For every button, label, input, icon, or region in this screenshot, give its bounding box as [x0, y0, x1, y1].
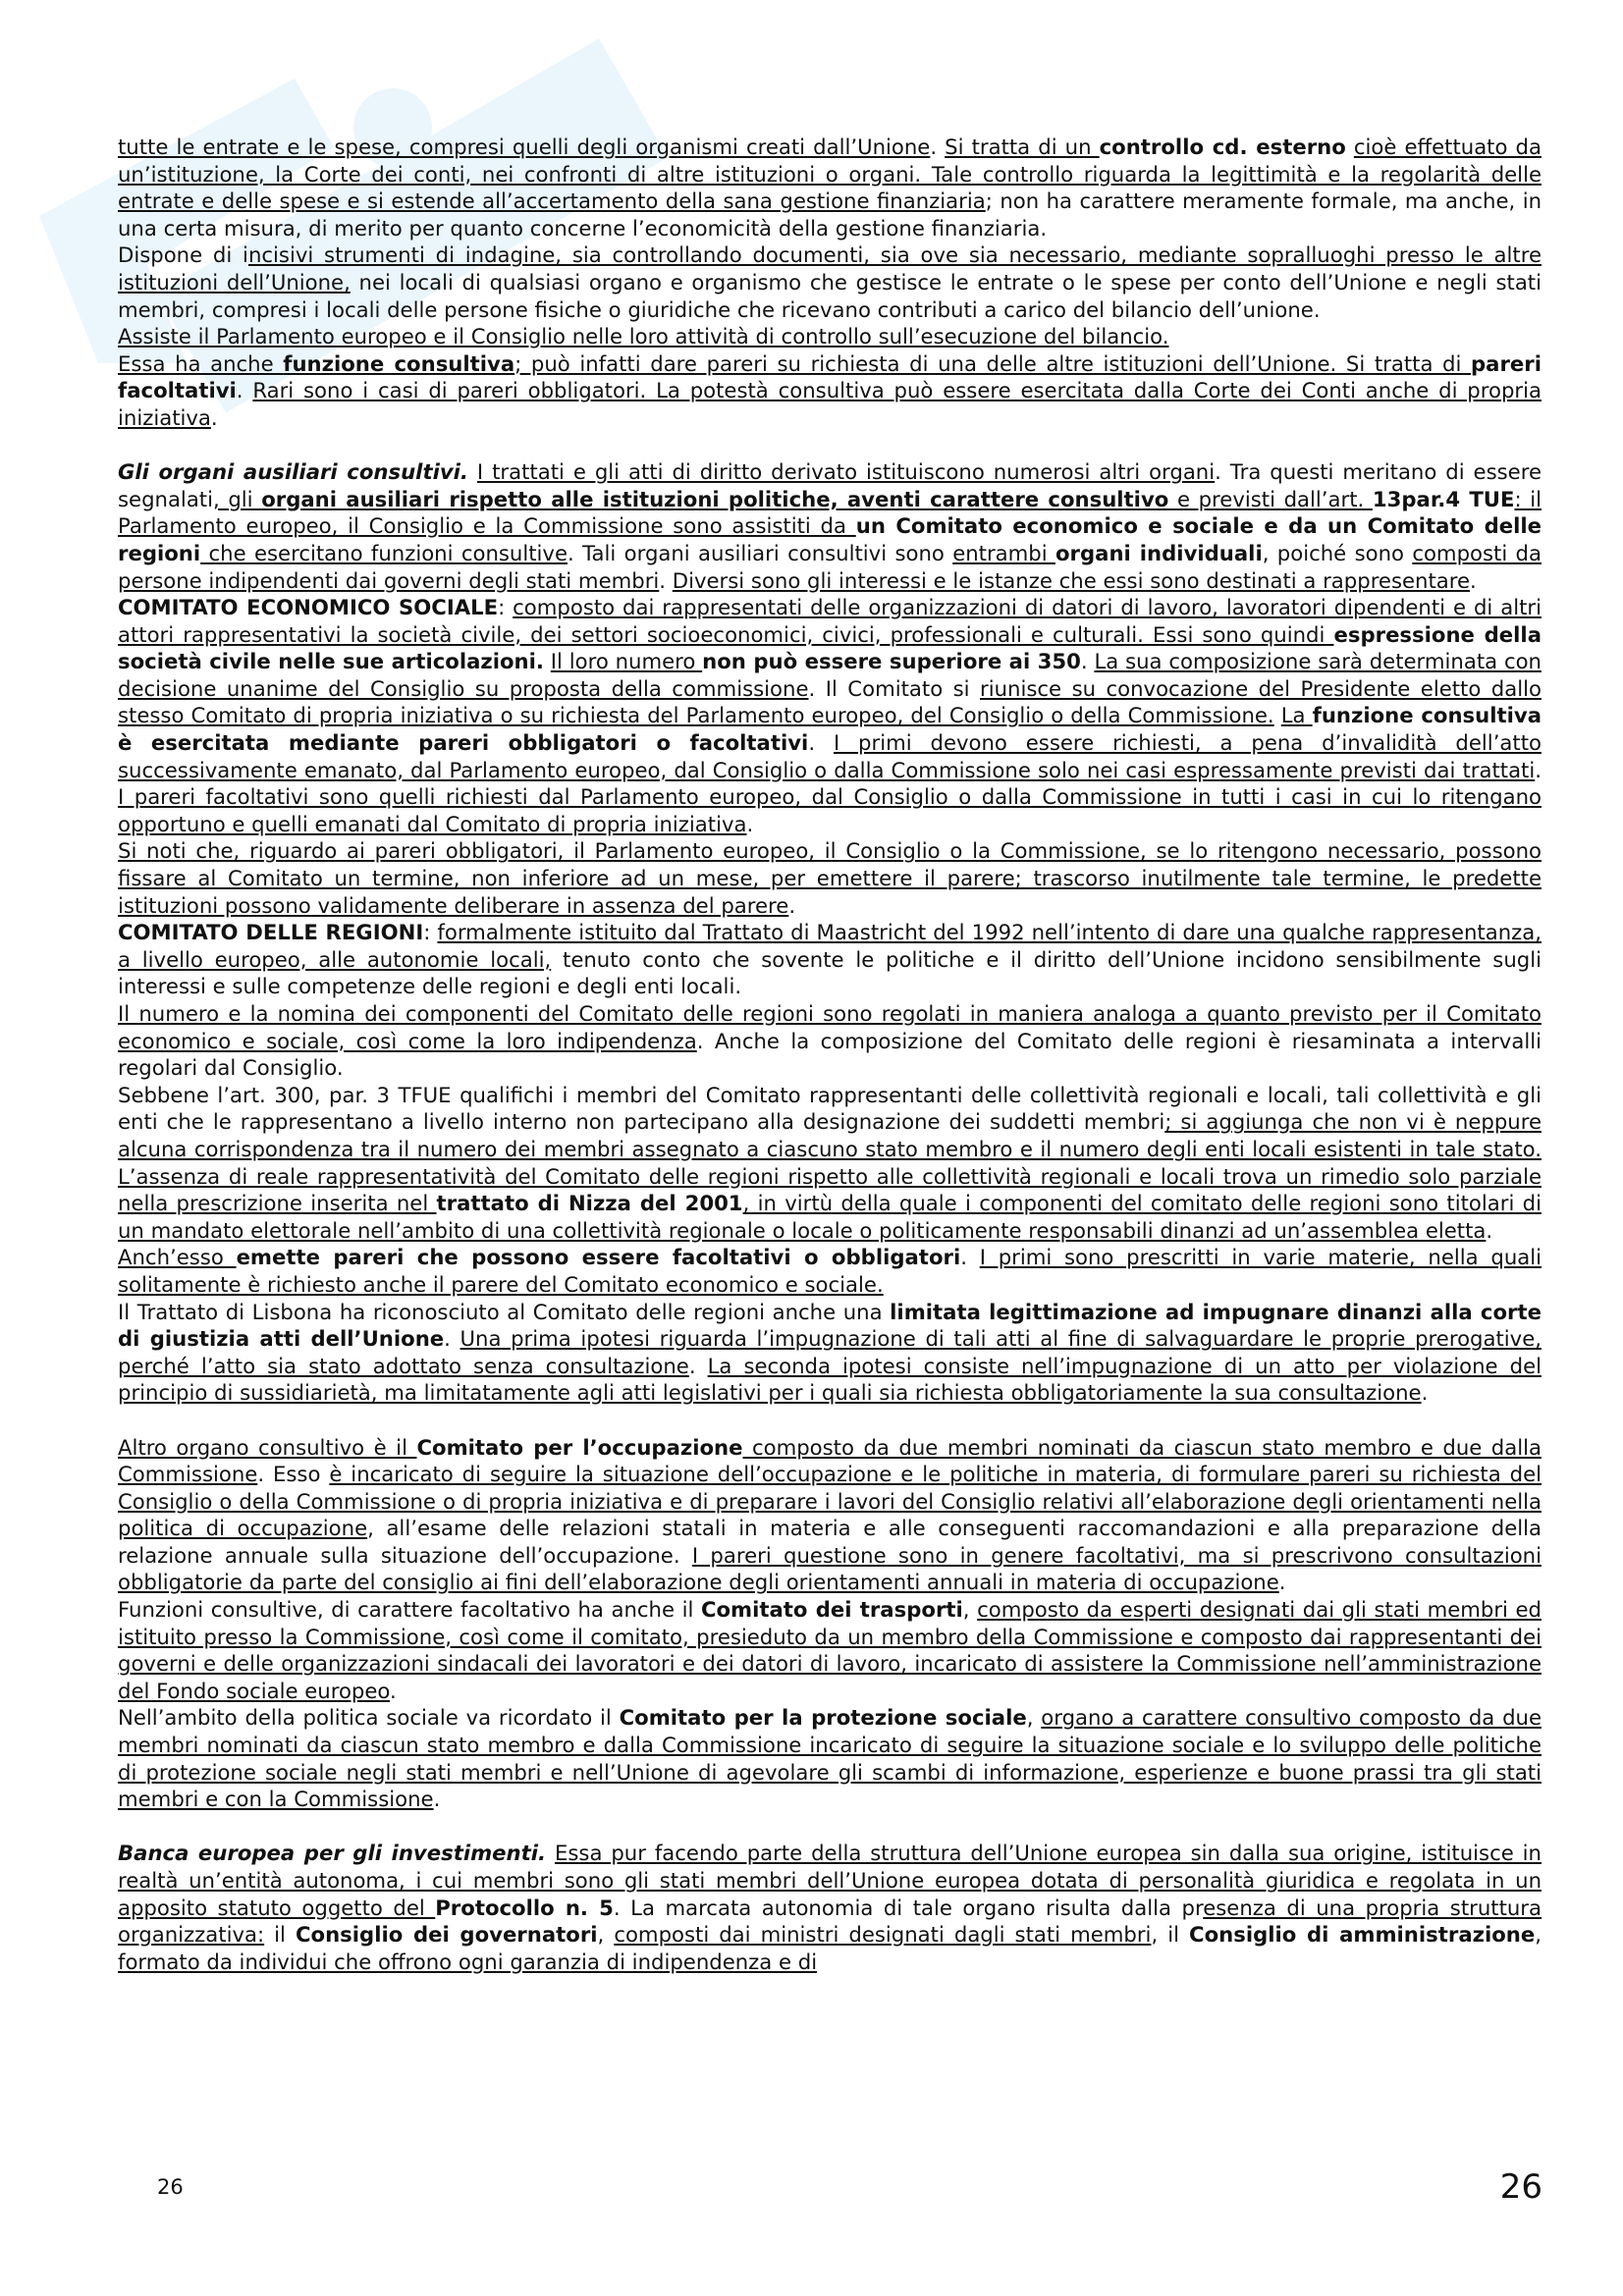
text-run: Essa ha anche: [118, 350, 284, 376]
text-run: .: [1535, 757, 1542, 782]
text-run: .: [210, 404, 218, 430]
bold-term: trattato di Nizza del 2001: [436, 1191, 743, 1216]
text-run: : il Parlamento europeo, il Consiglio e la Commissione sono assistiti da: [118, 486, 1542, 539]
text-run: Rari sono i casi di pareri obbligatori. La potestà consultiva può essere esercitata dalla Corte dei Conti anche di propria iniziativa: [118, 378, 1542, 430]
text-run: Si tratta di un: [945, 134, 1100, 159]
text-run: , gli: [213, 486, 262, 511]
text-run: .: [930, 134, 946, 159]
bold-term: emette pareri che possono essere facoltativi o obbligatori: [236, 1245, 961, 1270]
text-run: Si noti che, riguardo ai pareri obbligatori, il Parlamento europeo, il Consiglio o la Commissione, se lo ritengono necessario, possono fissare al Comitato un termine, non inferiore ad un mese, per emettere il parere; trascorso inutilmente tale termine, le predette istituzioni possono validamente deliberare in assenza del parere: [118, 838, 1542, 918]
text-run: . Il Comitato si: [808, 675, 981, 701]
text-run: La seconda ipotesi consiste nell’impugnazione di un atto per violazione del principio di sussidiarietà, ma limitatamente agli atti legislativi per i quali sia richiesta obbligatoriamente la sua consultazione: [118, 1353, 1542, 1406]
text-run: [544, 649, 551, 673]
text-run: .: [960, 1245, 980, 1270]
section-heading: Banca europea per gli investimenti.: [118, 1841, 547, 1866]
bold-term: organi ausiliari rispetto alle istituzioni politiche, aventi carattere consultivo: [261, 486, 1169, 511]
paragraph: [118, 1596, 1542, 1704]
text-run: . Tra questi meritano di essere segnalati: [118, 459, 1542, 511]
paragraph: [118, 594, 1542, 837]
text-run: è incaricato di seguire la situazione dell’occupazione e le politiche in materia, di formulare pareri su richiesta del Consiglio o della Commissione o di propria iniziativa e di preparare i lavori del Consiglio relativi all’elaborazione degli orientamenti nella politica di occupazione: [118, 1462, 1542, 1541]
text-run: I pareri questione sono in genere facoltativi, ma si prescrivono consultazioni obbligatorie da parte del consiglio ai fini dell’elaborazione degli orientamenti annuali in materia di occupazione: [118, 1542, 1542, 1595]
text-run: Il Trattato di Lisbona ha riconosciuto al Comitato delle regioni anche una: [118, 1299, 891, 1324]
bold-term: espressione della società civile nelle sue articolazioni.: [118, 621, 1542, 674]
text-run: . Tali organi ausiliari consultivi sono: [568, 540, 953, 565]
bold-term: non può essere superiore ai 350: [702, 649, 1081, 674]
text-run: entrambi: [952, 540, 1055, 565]
text-run: composti dai ministri designati dagli stati membri: [614, 1922, 1152, 1948]
text-run: tenuto conto che sovente le politiche e il diritto dell’Unione incidono sensibilmente sugli interessi e sulle competenze delle regioni e degli enti locali.: [118, 946, 1542, 999]
document-body: [118, 133, 1542, 1975]
text-run: Assiste il Parlamento europeo e il Consiglio nelle loro attività di controllo sull’esecuzione del bilancio.: [118, 324, 1169, 349]
text-run: composti da persone indipendenti dai governi degli stati membri: [118, 540, 1542, 593]
text-run: Nell’ambito della politica sociale va ricordato il: [118, 1705, 620, 1731]
text-run: Anch’esso: [118, 1245, 237, 1270]
paragraph: [118, 1000, 1542, 1082]
text-run: ,: [962, 1597, 978, 1623]
text-run: formato da individui che offrono ogni garanzia di indipendenza e di: [118, 1949, 818, 1974]
bold-term: Comitato per l’occupazione: [416, 1434, 743, 1460]
text-run: I trattati e gli atti di diritto derivato istituiscono numerosi altri organi: [476, 459, 1216, 485]
text-run: che esercitano funzioni consultive: [200, 540, 568, 565]
bold-term: 13par.4 TUE: [1372, 486, 1515, 511]
paragraph: [118, 241, 1542, 323]
text-run: e previsti dall’art.: [1168, 486, 1373, 511]
text-run: Una prima ipotesi riguarda l’impugnazione di tali atti al fine di salvaguardare le proprie prerogative, perché l’atto sia stato adottato senza consultazione: [118, 1326, 1542, 1378]
text-run: ; si aggiunga che non vi è neppure alcuna corrispondenza tra il numero dei membri assegnato a ciascuno stato membro e il numero degli enti locali esistenti in tale stato. L’assenza di reale rappresentatività del Comitato delle regioni rispetto alle collettività regionali e locali trova un rimedio solo parziale nella prescrizione inserita nel: [118, 1109, 1542, 1216]
text-run: .: [1080, 649, 1095, 674]
footer-page-number-right: 26: [1499, 2167, 1542, 2207]
bold-term: Comitato dei trasporti: [700, 1597, 963, 1623]
text-run: Essa pur facendo parte della struttura dell’Unione europea sin dalla sua origine, istituisce in realtà un’entità autonoma, i cui membri sono gli stati membri dell’Unione europea dotata di personalità giuridica e regolata in un apposito statuto oggetto del: [118, 1841, 1542, 1920]
paragraph: [118, 1082, 1542, 1245]
text-run: I primi devono essere richiesti, a pena d’invalidità dell’atto successivamente emanato, dal Parlamento europeo, dal Consiglio o dalla Commissione solo nei casi espressamente previsti dai trattati: [118, 730, 1542, 782]
text-run: formalmente istituito dal Trattato di Maastricht del 1992 nell’intento di dare una qualche rappresentanza, a livello europeo, alle autonomie locali,: [118, 920, 1542, 972]
text-run: Il loro numero: [550, 649, 703, 674]
paragraph: [118, 1840, 1542, 1975]
text-run: La sua composizione sarà determinata con decisione unanime del Consiglio su proposta della commissione: [118, 649, 1542, 701]
text-run: . Anche la composizione del Comitato delle regioni è riesaminata a intervalli regolari dal Consiglio.: [118, 1028, 1542, 1081]
bold-term: organi individuali: [1055, 540, 1263, 565]
text-run: Il numero e la nomina dei componenti del Comitato delle regioni sono regolati in maniera analoga a quanto previsto per il Comitato economico e sociale, così come la loro indipendenza: [118, 1001, 1542, 1053]
text-run: .: [1470, 567, 1477, 593]
paragraph: [118, 1244, 1542, 1298]
text-run: , all’esame delle relazioni statali in materia e alle conseguenti raccomandazioni e alla preparazione della relazione annuale sulla situazione dell’occupazione.: [118, 1516, 1542, 1568]
text-run: Dispone di i: [118, 242, 248, 268]
text-run: ,: [1535, 1922, 1542, 1948]
text-run: .: [808, 730, 834, 756]
bold-term: funzione consultiva: [283, 350, 515, 376]
text-run: .: [444, 1326, 460, 1352]
footer-page-number-left: 26: [157, 2175, 184, 2199]
bold-term: un Comitato economico e sociale e da un Comitato delle regioni: [118, 513, 1542, 565]
text-run: .: [236, 378, 253, 403]
text-run: Funzioni consultive, di carattere facoltativo ha anche il: [118, 1597, 701, 1623]
text-run: , il: [1151, 1922, 1190, 1948]
bold-term: Protocollo n. 5: [435, 1895, 614, 1920]
text-run: , in virtù della quale i componenti del comitato delle regioni sono titolari di un mandato elettorale nell’ambito di una collettività regionale o locale o politicamente responsabili dinanzi ad un’assemblea eletta: [118, 1191, 1542, 1243]
text-run: ; può infatti dare pareri su richiesta di una delle altre istituzioni dell’Unione. Si tratta di: [514, 350, 1471, 376]
paragraph: [118, 837, 1542, 919]
paragraph: [118, 323, 1542, 350]
text-run: I pareri facoltativi sono quelli richiesti dal Parlamento europeo, dal Consiglio o dalla Commissione in tutti i casi in cui lo ritengano opportuno e quelli emanati dal Comitato di propria iniziativa: [118, 784, 1542, 836]
text-run: [546, 1841, 555, 1865]
text-run: ,: [1026, 1705, 1042, 1731]
bold-term: limitata legittimazione ad impugnare dinanzi alla corte di giustizia atti dell’Unione: [118, 1299, 1542, 1352]
text-run: .: [1278, 1570, 1286, 1595]
bold-term: Consiglio dei governatori: [295, 1922, 598, 1948]
text-run: I primi sono prescritti in varie materie, nella quali solitamente è richiesto anche il parere del Comitato economico e sociale.: [118, 1245, 1542, 1297]
bold-term: pareri facoltativi: [118, 350, 1542, 403]
text-run: esenza di una propria struttura organizzativa:: [118, 1895, 1542, 1948]
paragraph: [118, 1299, 1542, 1407]
text-run: .: [1421, 1380, 1429, 1406]
paragraph: [118, 1704, 1542, 1812]
text-run: .: [390, 1678, 397, 1703]
text-run: ,: [597, 1922, 615, 1948]
text-run: [1346, 134, 1354, 159]
text-run: [468, 459, 477, 484]
text-run: .: [746, 811, 754, 836]
text-run: composto dai rappresentati delle organizzazioni di datori di lavoro, lavoratori dipendenti e di altri attori rappresentativi la società civile, dei settori socioeconomici, civici, professionali e culturali. Essi sono quindi: [118, 595, 1542, 647]
paragraph: [118, 133, 1542, 241]
text-run: . Esso: [257, 1462, 330, 1487]
paragraph: [118, 458, 1542, 594]
text-run: .: [433, 1787, 441, 1812]
text-run: .: [1486, 1217, 1493, 1243]
text-run: , poiché sono: [1262, 540, 1413, 565]
text-run: organo a carattere consultivo composto da due membri nominati da ciascun stato membro e dalla Commissione incaricato di seguire la situazione sociale e lo sviluppo delle politiche di protezione sociale negli stati membri e nell’Unione di agevolare gli scambi di informazione, esperienze e buone prassi tra gli stati membri e con la Commissione: [118, 1705, 1542, 1812]
paragraph: [118, 1434, 1542, 1597]
bold-term: COMITATO DELLE REGIONI: [118, 920, 424, 945]
text-run: nei locali di qualsiasi organo e organismo che gestisce le entrate o le spese per conto dell’Unione e negli stati membri, compresi i locali delle persone fisiche o giuridiche che ricevano contributi a carico del bilancio dell’unione.: [118, 269, 1542, 322]
text-run: Sebbene l’art. 300, par. 3 TFUE qualifichi i membri del Comitato rappresentanti delle collettività regionali e locali, tali collettività e gli enti che le rappresentano a livello interno non partecipano alla designazione dei suddetti membri: [118, 1082, 1542, 1135]
text-run: .: [788, 892, 796, 918]
text-run: [1274, 703, 1281, 727]
text-run: composto da esperti designati dai gli stati membri ed istituito presso la Commissione, così come il comitato, presieduto da un membro della Commissione e composto dai rappresentanti dei governi e delle organizzazioni sindacali dei lavoratori e dei datori di lavoro, incaricato di assistere la Commissione nell’amministrazione del Fondo sociale europeo: [118, 1597, 1542, 1703]
text-run: .: [688, 1353, 708, 1378]
text-run: :: [423, 920, 438, 945]
text-run: il: [264, 1922, 296, 1948]
bold-term: controllo cd. esterno: [1099, 134, 1346, 159]
text-run: Altro organo consultivo è il: [118, 1434, 417, 1460]
text-run: . La marcata autonomia di tale organo risulta dalla pr: [613, 1895, 1204, 1920]
paragraph: [118, 350, 1542, 432]
bold-term: Consiglio di amministrazione: [1189, 1922, 1536, 1948]
text-run: cioè effettuato da un’istituzione, la Corte dei conti, nei confronti di altre istituzioni o organi. Tale controllo riguarda la legittimità e la regolarità delle entrate e delle spese e si estende all’accertamento della sana gestione finanziaria: [118, 134, 1542, 214]
text-run: :: [498, 595, 514, 620]
text-run: composto da due membri nominati da ciascun stato membro e due dalla Commissione: [118, 1434, 1542, 1487]
text-run: ; non ha carattere meramente formale, ma anche, in una certa misura, di merito per quanto concerne l’economicità della gestione finanziaria.: [118, 188, 1542, 240]
text-run: Diversi sono gli interessi e le istanze che essi sono destinati a rappresentare: [672, 567, 1471, 593]
section-heading: Gli organi ausiliari consultivi.: [118, 459, 468, 485]
text-run: tutte le entrate e le spese, compresi quelli degli organismi creati dall’Unione: [118, 134, 931, 159]
paragraph: [118, 919, 1542, 1000]
text-run: ncisivi strumenti di indagine, sia controllando documenti, sia ove sia necessario, mediante sopralluoghi presso le altre istituzioni dell’Unione,: [118, 242, 1542, 294]
text-run: La: [1280, 703, 1313, 728]
bold-term: funzione consultiva è esercitata mediante pareri obbligatori o facoltativi: [118, 703, 1542, 756]
bold-term: COMITATO ECONOMICO SOCIALE: [118, 595, 499, 620]
bold-term: Comitato per la protezione sociale: [619, 1705, 1027, 1731]
text-run: .: [659, 567, 673, 593]
text-run: riunisce su convocazione del Presidente eletto dallo stesso Comitato di propria iniziativa o su richiesta del Parlamento europeo, del Consiglio o della Commissione.: [118, 675, 1542, 728]
